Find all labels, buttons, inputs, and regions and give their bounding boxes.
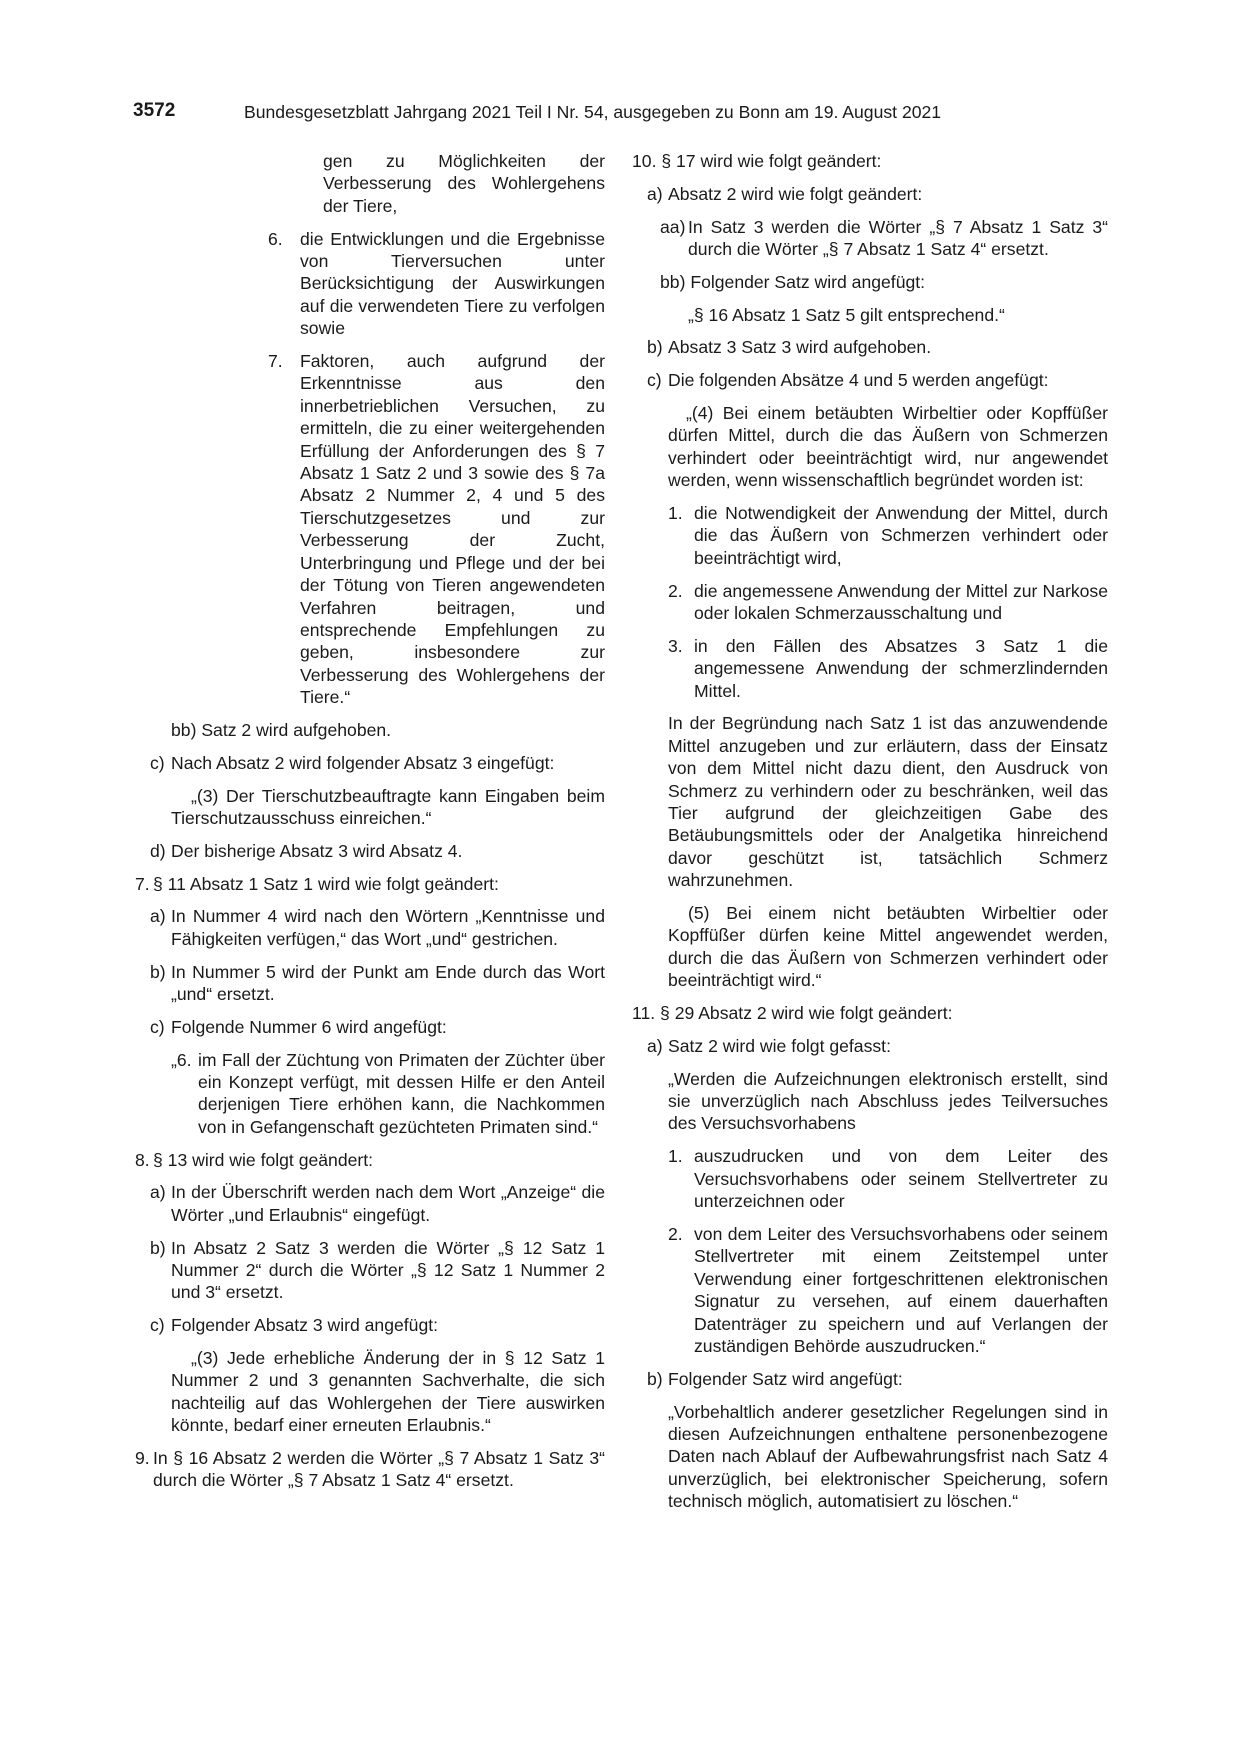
list-marker: a) bbox=[647, 183, 663, 204]
paragraph-text: In Satz 3 werden die Wörter „§ 7 Absatz 1 Satz 3“ durch die Wörter „§ 7 Absatz 1 Satz 4“ ersetzt. bbox=[688, 216, 1108, 259]
paragraph-text: § 13 wird wie folgt geändert: bbox=[153, 1149, 374, 1170]
paragraph bbox=[632, 369, 1108, 391]
paragraph-text: In der Überschrift werden nach dem Wort „Anzeige“ die Wörter „und Erlaubnis“ eingefügt. bbox=[171, 1182, 605, 1225]
paragraph-text: In der Begründung nach Satz 1 ist das anzuwendende Mittel anzugeben und zur erläutern, dass der Einsatz von dem Mittel nicht dazu dient, den Ausdruck von Schmerz zu verhindern oder zu beschränken, weil das Tier aufgrund der gleichzeitigen Gabe des Betäubungsmittels oder der Analgetika hinreichend davor geschützt ist, tatsächlich Schmerz wahrzunehmen. bbox=[668, 713, 1108, 891]
paragraph-text: die Notwendigkeit der Anwendung der Mittel, durch die das Äußern von Schmerzen verhindert oder beeinträchtigt wird, bbox=[694, 503, 1108, 568]
paragraph bbox=[135, 840, 605, 862]
list-marker: 1. bbox=[668, 1146, 683, 1167]
paragraph-text: Der bisherige Absatz 3 wird Absatz 4. bbox=[171, 840, 463, 861]
paragraph-text: Absatz 3 Satz 3 wird aufgehoben. bbox=[668, 337, 932, 358]
list-marker: c) bbox=[150, 752, 165, 773]
list-marker: b) bbox=[150, 961, 166, 982]
paragraph bbox=[135, 1016, 605, 1038]
paragraph bbox=[135, 1237, 605, 1304]
paragraph bbox=[632, 402, 1108, 492]
paragraph bbox=[135, 752, 605, 774]
paragraph bbox=[632, 271, 1108, 293]
paragraph bbox=[135, 1314, 605, 1336]
list-marker: a) bbox=[150, 906, 166, 927]
paragraph-text: auszudrucken und von dem Leiter des Versuchsvorhabens oder seinem Stellvertreter zu unterzeichnen oder bbox=[694, 1146, 1108, 1212]
right-column bbox=[632, 150, 1108, 1523]
list-marker: 7. bbox=[135, 873, 150, 894]
list-marker: aa) bbox=[660, 216, 686, 237]
paragraph bbox=[135, 1347, 605, 1437]
list-marker: b) bbox=[647, 1368, 663, 1389]
paragraph bbox=[632, 1223, 1108, 1357]
paragraph bbox=[135, 228, 605, 340]
paragraph-text: „Werden die Aufzeichnungen elektronisch erstellt, sind sie unverzüglich nach Abschluss jedes Teilversuches des Versuchsvorhabens bbox=[668, 1068, 1108, 1134]
paragraph-text: bb) Folgender Satz wird angefügt: bbox=[660, 271, 926, 292]
list-marker: 2. bbox=[668, 580, 683, 601]
paragraph bbox=[632, 1002, 1108, 1024]
list-marker: c) bbox=[647, 370, 662, 391]
page-number: 3572 bbox=[133, 100, 176, 121]
list-marker: a) bbox=[647, 1035, 663, 1056]
paragraph bbox=[135, 1447, 605, 1492]
paragraph-text: In § 16 Absatz 2 werden die Wörter „§ 7 Absatz 1 Satz 3“ durch die Wörter „§ 7 Absatz 1 Satz 4“ ersetzt. bbox=[153, 1447, 605, 1491]
page-header bbox=[0, 100, 1241, 126]
paragraph-text: gen zu Möglichkeiten der Verbesserung des Wohlergehens der Tiere, bbox=[323, 151, 605, 216]
paragraph bbox=[135, 873, 605, 895]
paragraph-text: 11. § 29 Absatz 2 wird wie folgt geändert: bbox=[632, 1003, 953, 1024]
paragraph-text: (5) Bei einem nicht betäubten Wirbeltier oder Kopffüßer dürfen keine Mittel angewendet werden, durch die das Äußern von Schmerzen verhindert oder beeinträchtigt wird.“ bbox=[668, 903, 1108, 991]
paragraph-text: Folgende Nummer 6 wird angefügt: bbox=[171, 1016, 447, 1037]
paragraph bbox=[632, 336, 1108, 358]
paragraph bbox=[632, 502, 1108, 569]
paragraph-text: In Nummer 4 wird nach den Wörtern „Kenntnisse und Fähigkeiten verfügen,“ das Wort „und“ gestrichen. bbox=[171, 906, 605, 949]
list-marker: 1. bbox=[668, 503, 683, 523]
list-marker: 2. bbox=[668, 1223, 683, 1244]
paragraph bbox=[632, 635, 1108, 702]
list-marker: 8. bbox=[135, 1149, 150, 1170]
paragraph bbox=[135, 785, 605, 830]
paragraph-text: „(3) Der Tierschutzbeauftragte kann Eingaben beim Tierschutzausschuss einreichen.“ bbox=[171, 785, 605, 828]
paragraph bbox=[632, 1368, 1108, 1390]
paragraph bbox=[632, 216, 1108, 261]
paragraph-text: in den Fällen des Absatzes 3 Satz 1 die angemessene Anwendung der schmerzlindernden Mittel. bbox=[694, 635, 1108, 701]
paragraph-text: Satz 2 wird wie folgt gefasst: bbox=[668, 1035, 891, 1056]
paragraph-text: Die folgenden Absätze 4 und 5 werden angefügt: bbox=[668, 370, 1049, 391]
paragraph bbox=[135, 905, 605, 950]
paragraph bbox=[632, 1145, 1108, 1212]
paragraph bbox=[135, 150, 605, 217]
list-marker: d) bbox=[150, 840, 166, 861]
paragraph-text: In Nummer 5 wird der Punkt am Ende durch das Wort „und“ ersetzt. bbox=[171, 961, 605, 1004]
paragraph bbox=[135, 719, 605, 741]
paragraph bbox=[632, 902, 1108, 992]
paragraph-text: Nach Absatz 2 wird folgender Absatz 3 eingefügt: bbox=[171, 752, 555, 773]
paragraph-text: In Absatz 2 Satz 3 werden die Wörter „§ 12 Satz 1 Nummer 2“ durch die Wörter „§ 12 Satz 1 Nummer 2 und 3“ ersetzt. bbox=[171, 1237, 605, 1303]
paragraph bbox=[632, 1068, 1108, 1135]
paragraph-text: Absatz 2 wird wie folgt geändert: bbox=[668, 183, 923, 204]
list-marker: „6. bbox=[171, 1049, 192, 1070]
paragraph bbox=[135, 350, 605, 709]
paragraph-text: Folgender Satz wird angefügt: bbox=[668, 1368, 903, 1389]
paragraph-text: Folgender Absatz 3 wird angefügt: bbox=[171, 1315, 439, 1336]
paragraph bbox=[135, 1181, 605, 1226]
paragraph-text: „(4) Bei einem betäubten Wirbeltier oder Kopffüßer dürfen Mittel, durch die das Äußern von Schmerzen verhindert oder beeinträchtigt wird, nur angewendet werden, wenn wissenschaftlich begründet worden ist: bbox=[668, 402, 1108, 491]
list-marker: 9. bbox=[135, 1447, 150, 1468]
list-marker: 3. bbox=[668, 635, 683, 656]
list-marker: a) bbox=[150, 1182, 166, 1203]
gazette-title: Bundesgesetzblatt Jahrgang 2021 Teil I Nr. 54, ausgegeben zu Bonn am 19. August 2021 bbox=[244, 102, 942, 122]
paragraph-text: die angemessene Anwendung der Mittel zur Narkose oder lokalen Schmerzausschaltung und bbox=[694, 580, 1108, 624]
list-marker: 6. bbox=[268, 228, 283, 249]
list-marker: b) bbox=[647, 337, 663, 358]
paragraph bbox=[632, 304, 1108, 326]
paragraph bbox=[632, 580, 1108, 625]
paragraph-text: Faktoren, auch aufgrund der Erkenntnisse aus den innerbetrieblichen Versuchen, zu ermitteln, die zu einer weitergehenden Erfüllung der Anforderungen des § 7 Absatz 1 Satz 2 und 3 sowie des § 7a Absatz 2 Nummer 2, 4 und 5 des Tierschutzgesetzes und zur Verbesserung der Zucht, Unterbringung und Pflege und der bei der Tötung von Tieren angewendeten Verfahren beitragen, und entsprechende Empfehlungen zu geben, insbesondere zur Verbesserung des Wohlergehens der Tiere.“ bbox=[300, 351, 605, 708]
paragraph bbox=[135, 1049, 605, 1139]
paragraph-text: „§ 16 Absatz 1 Satz 5 gilt entsprechend.“ bbox=[688, 304, 1005, 325]
paragraph-text: „Vorbehaltlich anderer gesetzlicher Regelungen sind in diesen Aufzeichnungen enthaltene personenbezogene Daten nach Ablauf der Aufbewahrungsfrist nach Satz 4 unverzüglich, bei elektronischer Speicherung, sofern technisch möglich, automatisiert zu löschen.“ bbox=[668, 1401, 1108, 1512]
paragraph-text: bb) Satz 2 wird aufgehoben. bbox=[171, 719, 392, 740]
paragraph bbox=[632, 712, 1108, 891]
paragraph-text: von dem Leiter des Versuchsvorhabens oder seinem Stellvertreter mit einem Zeitstempel unter Verwendung einer fortgeschrittenen elektronischen Signatur zu versehen, auf einem dauerhaften Datenträger zu speichern und auf Verlangen der zuständigen Behörde auszudrucken.“ bbox=[694, 1223, 1108, 1356]
paragraph bbox=[632, 1035, 1108, 1057]
paragraph bbox=[632, 150, 1108, 172]
paragraph bbox=[632, 1401, 1108, 1513]
list-marker: 7. bbox=[268, 351, 283, 372]
paragraph-text: 10. § 17 wird wie folgt geändert: bbox=[632, 151, 882, 171]
list-marker: c) bbox=[150, 1315, 165, 1336]
paragraph bbox=[632, 183, 1108, 205]
paragraph-text: die Entwicklungen und die Ergebnisse von Tierversuchen unter Berücksichtigung der Auswirkungen auf die verwendeten Tiere zu verfolgen sowie bbox=[300, 228, 605, 339]
list-marker: b) bbox=[150, 1237, 166, 1258]
left-column bbox=[135, 150, 605, 1502]
paragraph bbox=[135, 961, 605, 1006]
list-marker: c) bbox=[150, 1016, 165, 1037]
paragraph-text: im Fall der Züchtung von Primaten der Züchter über ein Konzept verfügt, mit dessen Hilfe er den Anteil derjenigen Tiere erhöhen kann, die Nachkommen von in Gefangenschaft gezüchteten Primaten sind.“ bbox=[198, 1049, 605, 1137]
paragraph-text: § 11 Absatz 1 Satz 1 wird wie folgt geändert: bbox=[153, 873, 499, 894]
paragraph bbox=[135, 1149, 605, 1171]
paragraph-text: „(3) Jede erhebliche Änderung der in § 12 Satz 1 Nummer 2 und 3 genannten Sachverhalte, die sich nachteilig auf das Wohlergehen der Tiere auswirken könnte, bedarf einer erneuten Erlaubnis.“ bbox=[171, 1347, 605, 1436]
